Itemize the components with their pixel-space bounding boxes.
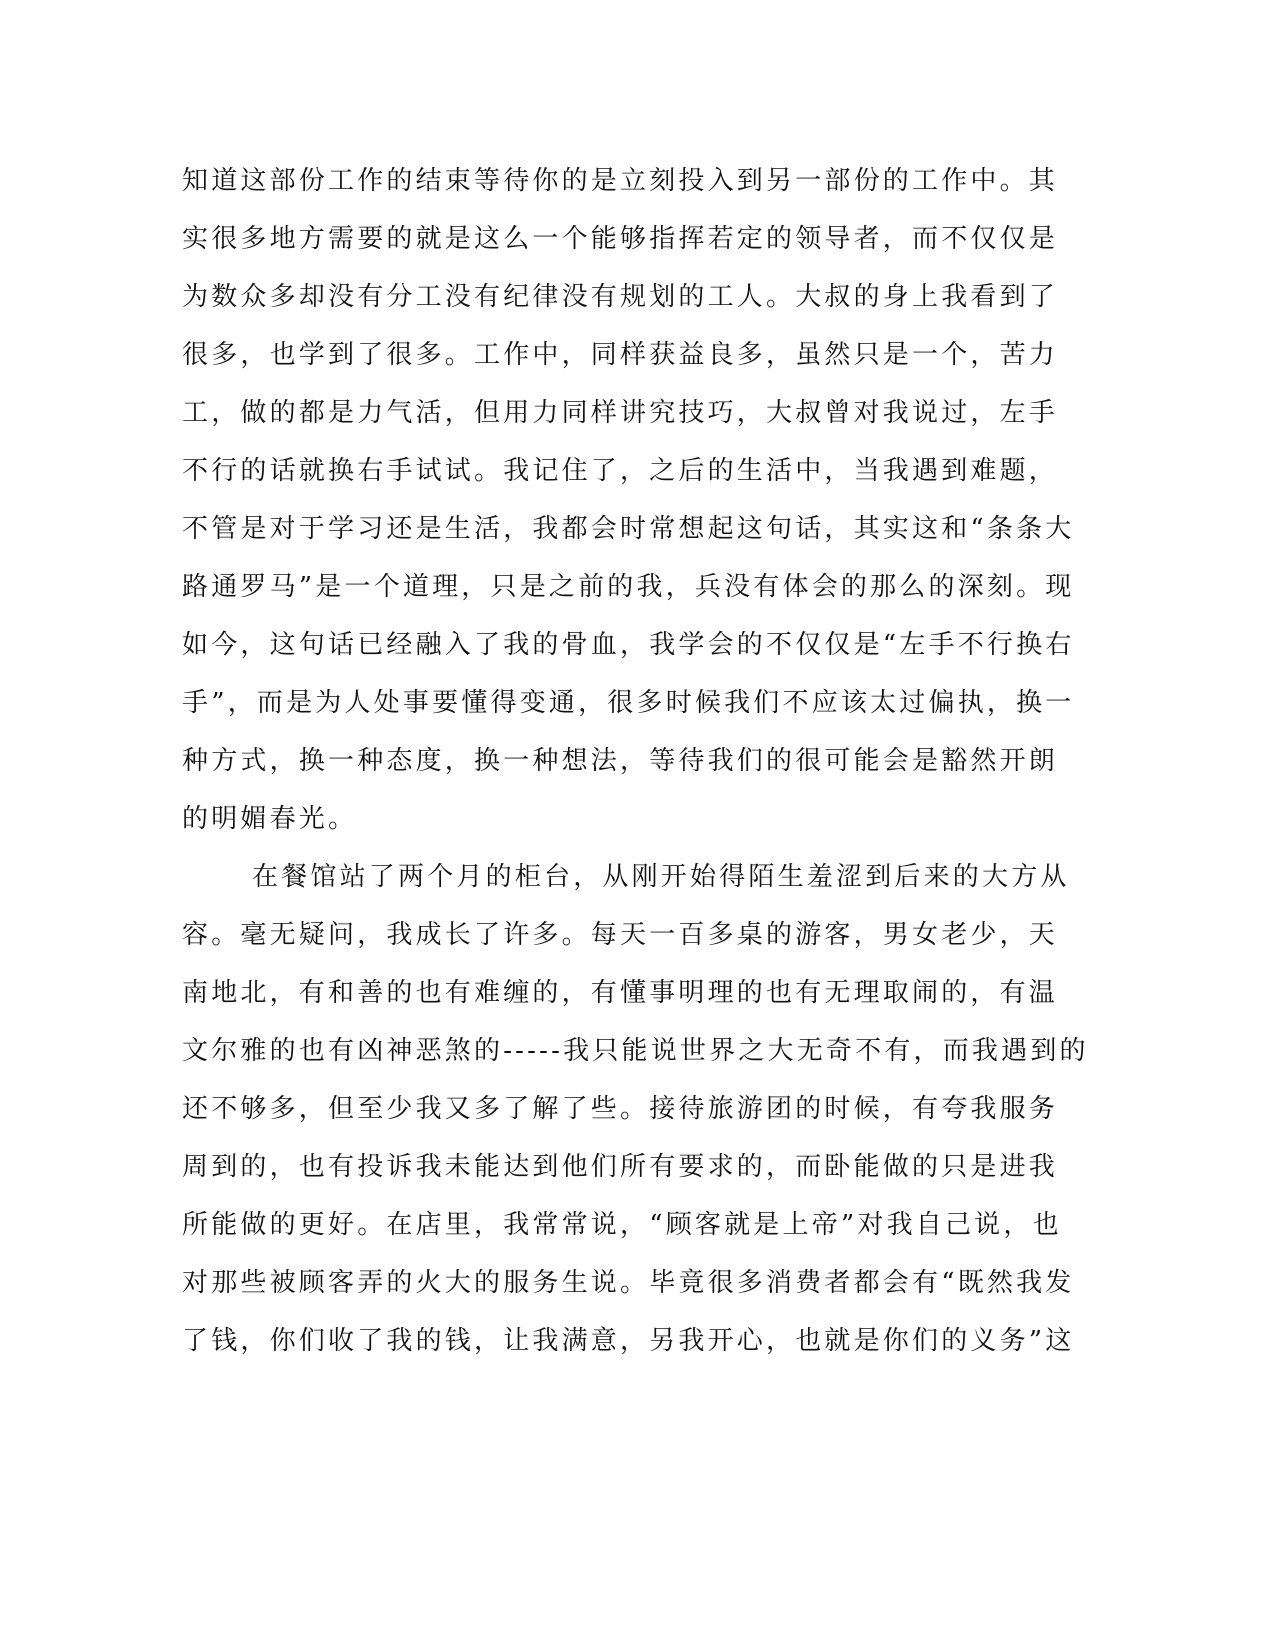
text-line: 不行的话就换右手试试。我记住了，之后的生活中，当我遇到难题，: [182, 456, 1059, 486]
text-line: 文尔雅的也有凶神恶煞的-----我只能说世界之大无奇不有，而我遇到的: [182, 1036, 1089, 1066]
text-line: 路通罗马”是一个道理，只是之前的我，兵没有体会的那么的深刻。现: [182, 572, 1075, 602]
text-line: 南地北，有和善的也有难缠的，有懂事明理的也有无理取闹的，有温: [182, 978, 1059, 1008]
text-line: 还不够多，但至少我又多了解了些。接待旅游团的时候，有夸我服务: [182, 1094, 1059, 1124]
text-line: 周到的，也有投诉我未能达到他们所有要求的，而卧能做的只是进我: [182, 1152, 1059, 1182]
text-line: 不管是对于学习还是生活，我都会时常想起这句话，其实这和“条条大: [182, 514, 1075, 544]
text-line: 为数众多却没有分工没有纪律没有规划的工人。大叔的身上我看到了: [182, 282, 1059, 312]
text-line: 工，做的都是力气活，但用力同样讲究技巧，大叔曾对我说过，左手: [182, 398, 1059, 428]
text-line: 手”，而是为人处事要懂得变通，很多时候我们不应该太过偏执，换一: [182, 688, 1075, 718]
text-line: 如今，这句话已经融入了我的骨血，我学会的不仅仅是“左手不行换右: [182, 630, 1075, 660]
text-line: 在餐馆站了两个月的柜台，从刚开始得陌生羞涩到后来的大方从: [252, 862, 1070, 892]
text-line: 的明媚春光。: [182, 804, 358, 834]
text-line: 所能做的更好。在店里，我常常说，“顾客就是上帝”对我自己说，也: [182, 1210, 1062, 1240]
text-line: 容。毫无疑问，我成长了许多。每天一百多桌的游客，男女老少，天: [182, 920, 1059, 950]
text-line: 知道这部份工作的结束等待你的是立刻投入到另一部份的工作中。其: [182, 166, 1059, 196]
text-line: 实很多地方需要的就是这么一个能够指挥若定的领导者，而不仅仅是: [182, 224, 1059, 254]
text-line: 种方式，换一种态度，换一种想法，等待我们的很可能会是豁然开朗: [182, 746, 1059, 776]
text-line: 了钱，你们收了我的钱，让我满意，另我开心，也就是你们的义务”这: [182, 1326, 1075, 1356]
text-line: 很多，也学到了很多。工作中，同样获益良多，虽然只是一个，苦力: [182, 340, 1059, 370]
text-line: 对那些被顾客弄的火大的服务生说。毕竟很多消费者都会有“既然我发: [182, 1268, 1075, 1298]
